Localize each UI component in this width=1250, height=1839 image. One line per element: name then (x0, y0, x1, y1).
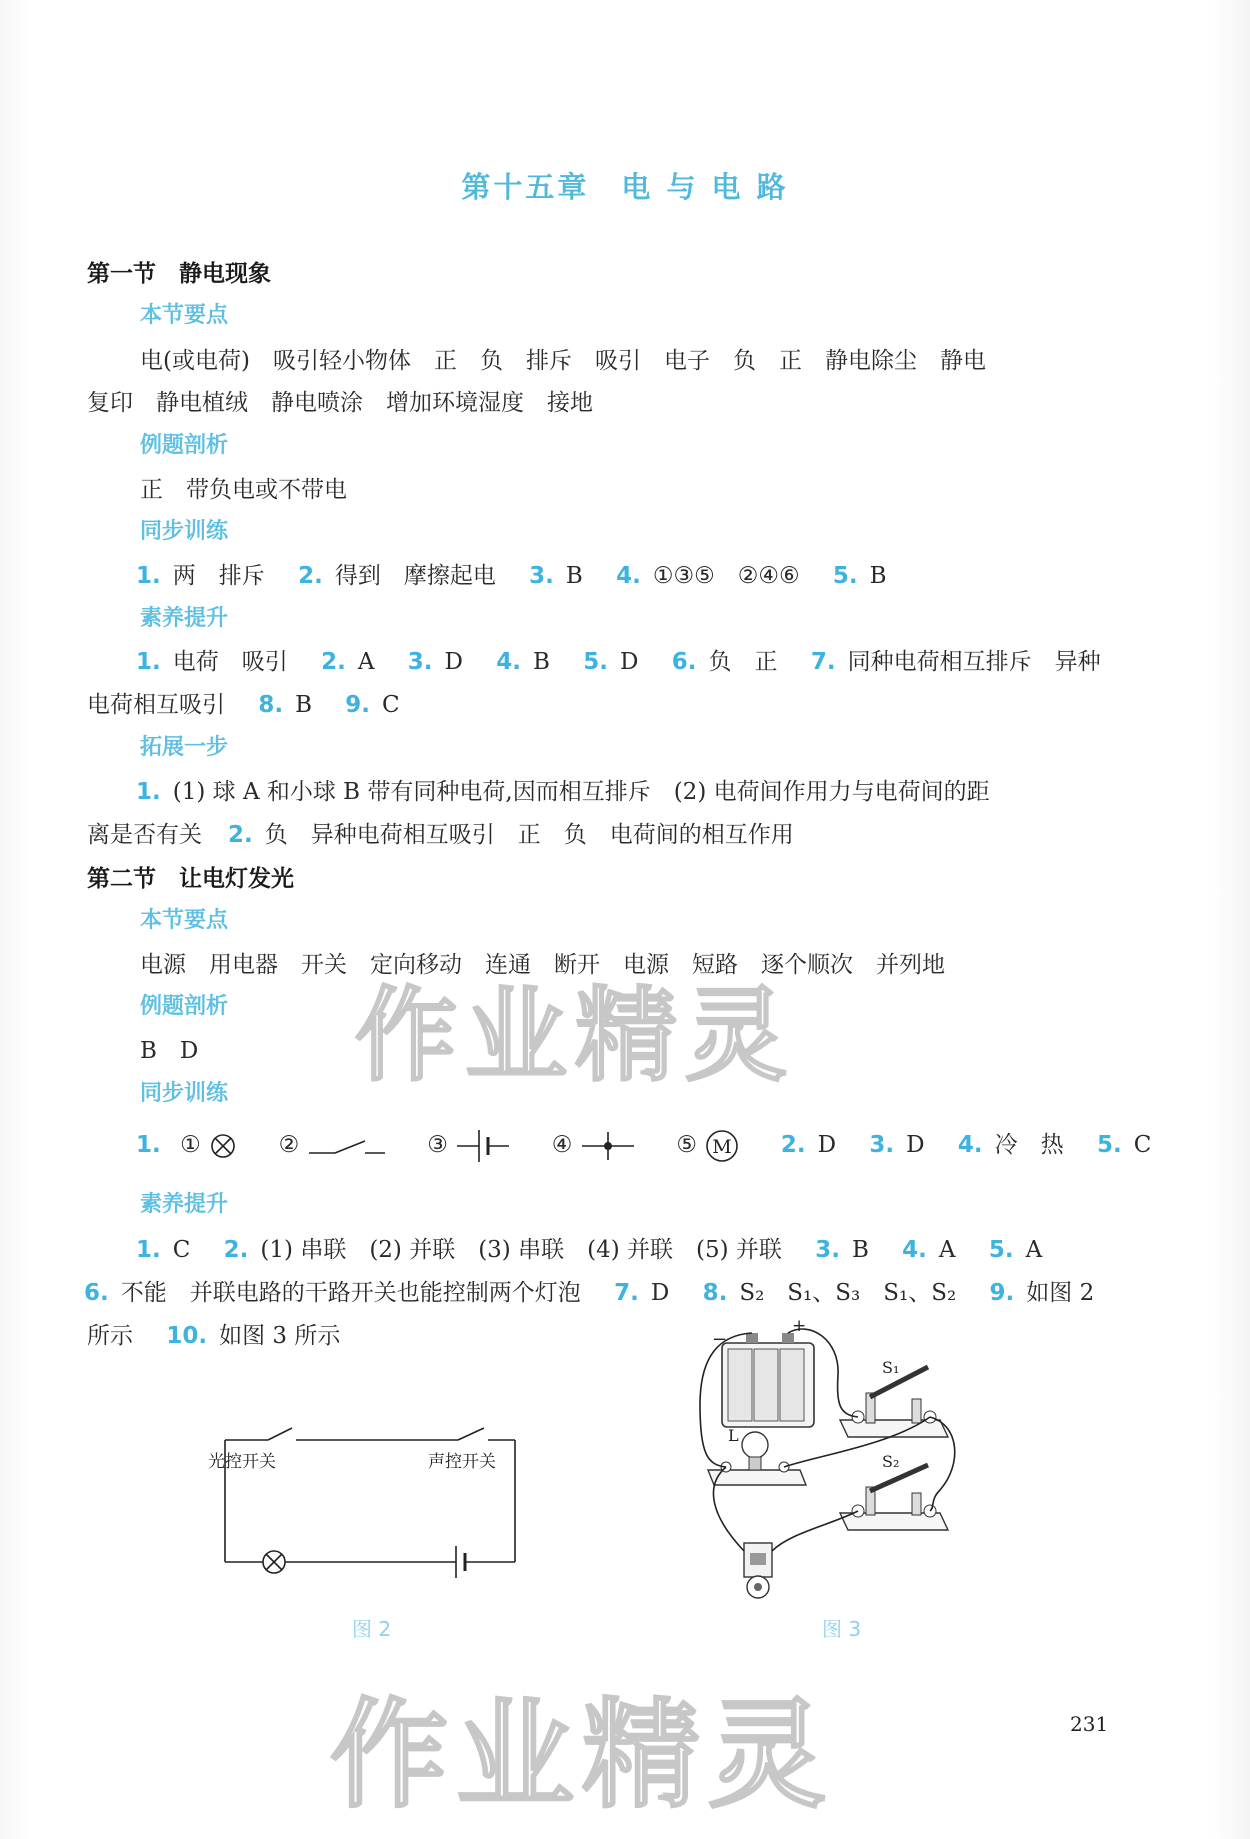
light-switch-label: 光控开关 (208, 1452, 276, 1472)
s2-literacy-label: 素养提升 (140, 1192, 229, 1217)
s2-sync-label: 同步训练 (140, 1081, 229, 1106)
s2-literacy-line1 (136, 1231, 1042, 1264)
page-number: 231 (1070, 1712, 1109, 1736)
figure-3-illustration (690, 1315, 980, 1600)
figure-3-caption: 图 3 (822, 1617, 862, 1641)
answer-item: 5. B (832, 563, 887, 589)
answer-item: 5. D (583, 649, 639, 675)
figure-2-caption: 图 2 (352, 1617, 392, 1641)
answer-item: 9. 如图 2 (989, 1280, 1095, 1306)
answer-item: 5. A (988, 1237, 1043, 1263)
motor-letter: M (712, 1136, 732, 1158)
section-1-title: 第一节 静电现象 (87, 261, 271, 287)
s1-extend-line2: 离是否有关 2. 负 异种电荷相互吸引 正 负 电荷间的相互作用 (87, 822, 794, 848)
answer-item: 2. A (321, 649, 375, 675)
switch-s2 (840, 1465, 948, 1530)
answer-item: 10. 如图 3 所示 (166, 1323, 341, 1349)
buzzer (744, 1543, 772, 1598)
s2-sync-answers: 1. ① ② ③ ④ ⑤ M 2. D 3. D 4. 冷 热 5. C (136, 1126, 1151, 1166)
s1-literacy-label: 素养提升 (140, 606, 229, 631)
answer-item: 8. S₂ S₁、S₃ S₁、S₂ (702, 1280, 957, 1306)
answer-item: 9. C (345, 692, 400, 718)
figure-2-circuit (200, 1410, 540, 1590)
s2-key-points-label: 本节要点 (140, 908, 229, 933)
junction-symbol (580, 1126, 636, 1166)
watermark-middle: 作业精灵 (355, 977, 795, 1096)
answer-item: 1. 电荷 吸引 (136, 649, 288, 675)
s1-key-points-label: 本节要点 (140, 303, 229, 328)
sound-switch-label: 声控开关 (428, 1452, 496, 1472)
answer-item: 6. 不能 并联电路的干路开关也能控制两个灯泡 (84, 1280, 581, 1306)
s2-key-points-line1: 电源 用电器 开关 定向移动 连通 断开 电源 短路 逐个顺次 并列地 (140, 952, 945, 978)
s1-sync-answers (136, 557, 887, 590)
light-switch-blade (268, 1428, 292, 1440)
sound-switch-blade (458, 1428, 484, 1440)
s1-extend-line1: 1. (1) 球 A 和小球 B 带有同种电荷,因而相互排斥 (2) 电荷间作用力与电荷间的距 (136, 779, 990, 805)
s1-key-points-line2: 复印 静电植绒 静电喷涂 增加环境湿度 接地 (87, 390, 593, 416)
answer-item: 6. 负 正 (671, 649, 778, 675)
answer-item: 2. D (780, 1132, 837, 1158)
s1-literacy-line2: 电荷相互吸引 8. B 9. C (87, 692, 400, 718)
wire (772, 1511, 858, 1551)
answer-item: 5. C (1096, 1132, 1152, 1158)
s1-sync-label: 同步训练 (140, 519, 229, 544)
answer-item: 7. 同种电荷相互排斥 异种 (810, 649, 1101, 675)
lamp-label: L (728, 1426, 739, 1445)
s1-extend-label: 拓展一步 (140, 735, 229, 760)
answer-item: 3. B (529, 563, 583, 589)
answer-item: 3. D (869, 1132, 925, 1158)
answer-item: 8. B (258, 692, 312, 718)
answer-item: 4. B (496, 649, 550, 675)
minus-sign: − (712, 1329, 728, 1350)
s1-key-points-line1: 电(或电荷) 吸引轻小物体 正 负 排斥 吸引 电子 负 正 静电除尘 静电 (140, 348, 986, 374)
s2-example-answer: B D (140, 1038, 199, 1064)
answer-item: 4. 冷 热 (957, 1132, 1064, 1158)
battery-symbol (455, 1126, 511, 1166)
section-2-title: 第二节 让电灯发光 (87, 866, 294, 892)
answer-item: 7. D (614, 1280, 670, 1306)
answer-item: 2. 得到 摩擦起电 (298, 563, 496, 589)
switch-s1 (840, 1367, 948, 1437)
answer-item: 2. (1) 串联 (2) 并联 (3) 串联 (4) 并联 (5) 并联 (223, 1237, 782, 1263)
chapter-title: 第十五章 电 与 电 路 (461, 170, 789, 204)
answer-item: 1. C (136, 1237, 191, 1263)
s1-example-answer: 正 带负电或不带电 (140, 477, 347, 503)
s1-example-label: 例题剖析 (140, 433, 229, 458)
lamp-symbol (208, 1131, 238, 1161)
s2-literacy-line2 (84, 1274, 1094, 1307)
s2-literacy-line3: 所示 10. 如图 3 所示 (87, 1323, 341, 1349)
answer-item: 3. D (407, 649, 463, 675)
plus-sign: + (792, 1316, 807, 1336)
switch-symbol (307, 1131, 387, 1161)
s1-label: S₁ (882, 1358, 900, 1377)
answer-item: 4. ①③⑤ ②④⑥ (616, 563, 800, 589)
watermark-bottom: 作业精灵 (330, 1686, 835, 1824)
motor-symbol (704, 1128, 740, 1164)
battery-pack (722, 1333, 814, 1427)
answer-item: 4. A (902, 1237, 956, 1263)
answer-item: 1. 两 排斥 (136, 563, 265, 589)
lamp-on-board (708, 1432, 806, 1485)
s1-literacy-line1 (136, 643, 1101, 676)
s2-label: S₂ (882, 1452, 900, 1471)
s2-example-label: 例题剖析 (140, 994, 229, 1019)
answer-item: 3. B (815, 1237, 869, 1263)
